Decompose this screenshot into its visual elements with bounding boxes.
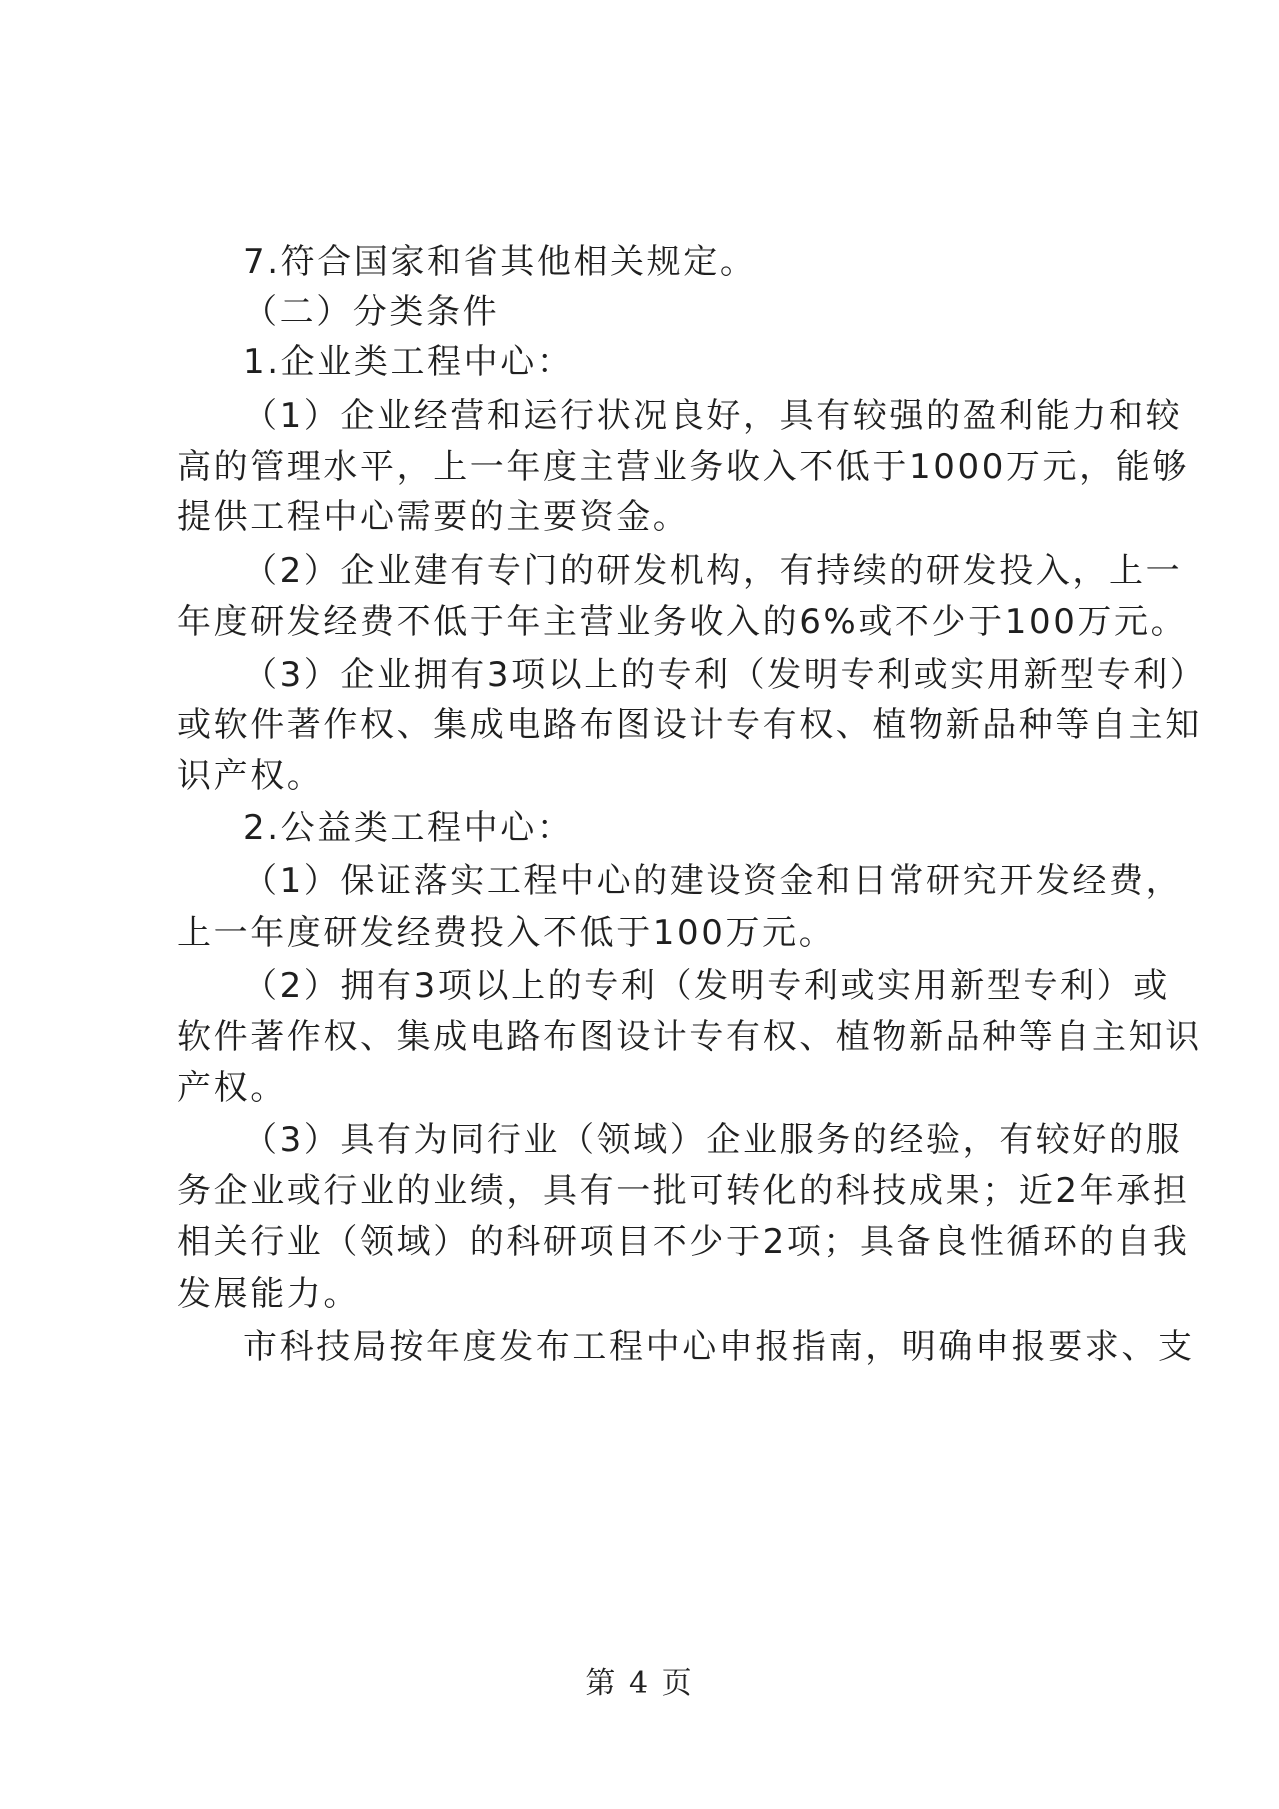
paragraph-line: 高的管理水平，上一年度主营业务收入不低于1000万元，能够	[177, 447, 1189, 487]
page-number: 第 4 页	[585, 1666, 694, 1701]
paragraph-line: 7.符合国家和省其他相关规定。	[243, 242, 757, 282]
section-heading: （二）分类条件	[243, 292, 500, 332]
paragraph-line: （1）企业经营和运行状况良好，具有较强的盈利能力和较	[243, 396, 1183, 436]
paragraph-line: （2）拥有3项以上的专利（发明专利或实用新型专利）或	[243, 966, 1170, 1006]
paragraph-line: 或软件著作权、集成电路布图设计专有权、植物新品种等自主知	[177, 705, 1202, 745]
subsection-heading: 2.公益类工程中心：	[243, 808, 574, 848]
paragraph-line: （1）保证落实工程中心的建设资金和日常研究开发经费，	[243, 861, 1183, 901]
paragraph-line: （3）企业拥有3项以上的专利（发明专利或实用新型专利）	[243, 655, 1207, 695]
paragraph-line: 产权。	[177, 1068, 287, 1108]
paragraph-line: （2）企业建有专门的研发机构，有持续的研发投入，上一	[243, 551, 1183, 591]
paragraph-line: 发展能力。	[177, 1274, 360, 1314]
subsection-heading: 1.企业类工程中心：	[243, 342, 574, 382]
paragraph-line: 上一年度研发经费投入不低于100万元。	[177, 913, 836, 953]
paragraph-line: 提供工程中心需要的主要资金。	[177, 497, 690, 537]
paragraph-line: 市科技局按年度发布工程中心申报指南，明确申报要求、支	[243, 1327, 1195, 1367]
paragraph-line: 相关行业（领域）的科研项目不少于2项；具备良性循环的自我	[177, 1222, 1190, 1262]
paragraph-line: 软件著作权、集成电路布图设计专有权、植物新品种等自主知识	[177, 1017, 1202, 1057]
paragraph-line: 年度研发经费不低于年主营业务收入的6%或不少于100万元。	[177, 602, 1188, 642]
paragraph-line: 识产权。	[177, 756, 324, 796]
paragraph-line: （3）具有为同行业（领域）企业服务的经验，有较好的服	[243, 1120, 1183, 1160]
paragraph-line: 务企业或行业的业绩，具有一批可转化的科技成果；近2年承担	[177, 1171, 1190, 1211]
